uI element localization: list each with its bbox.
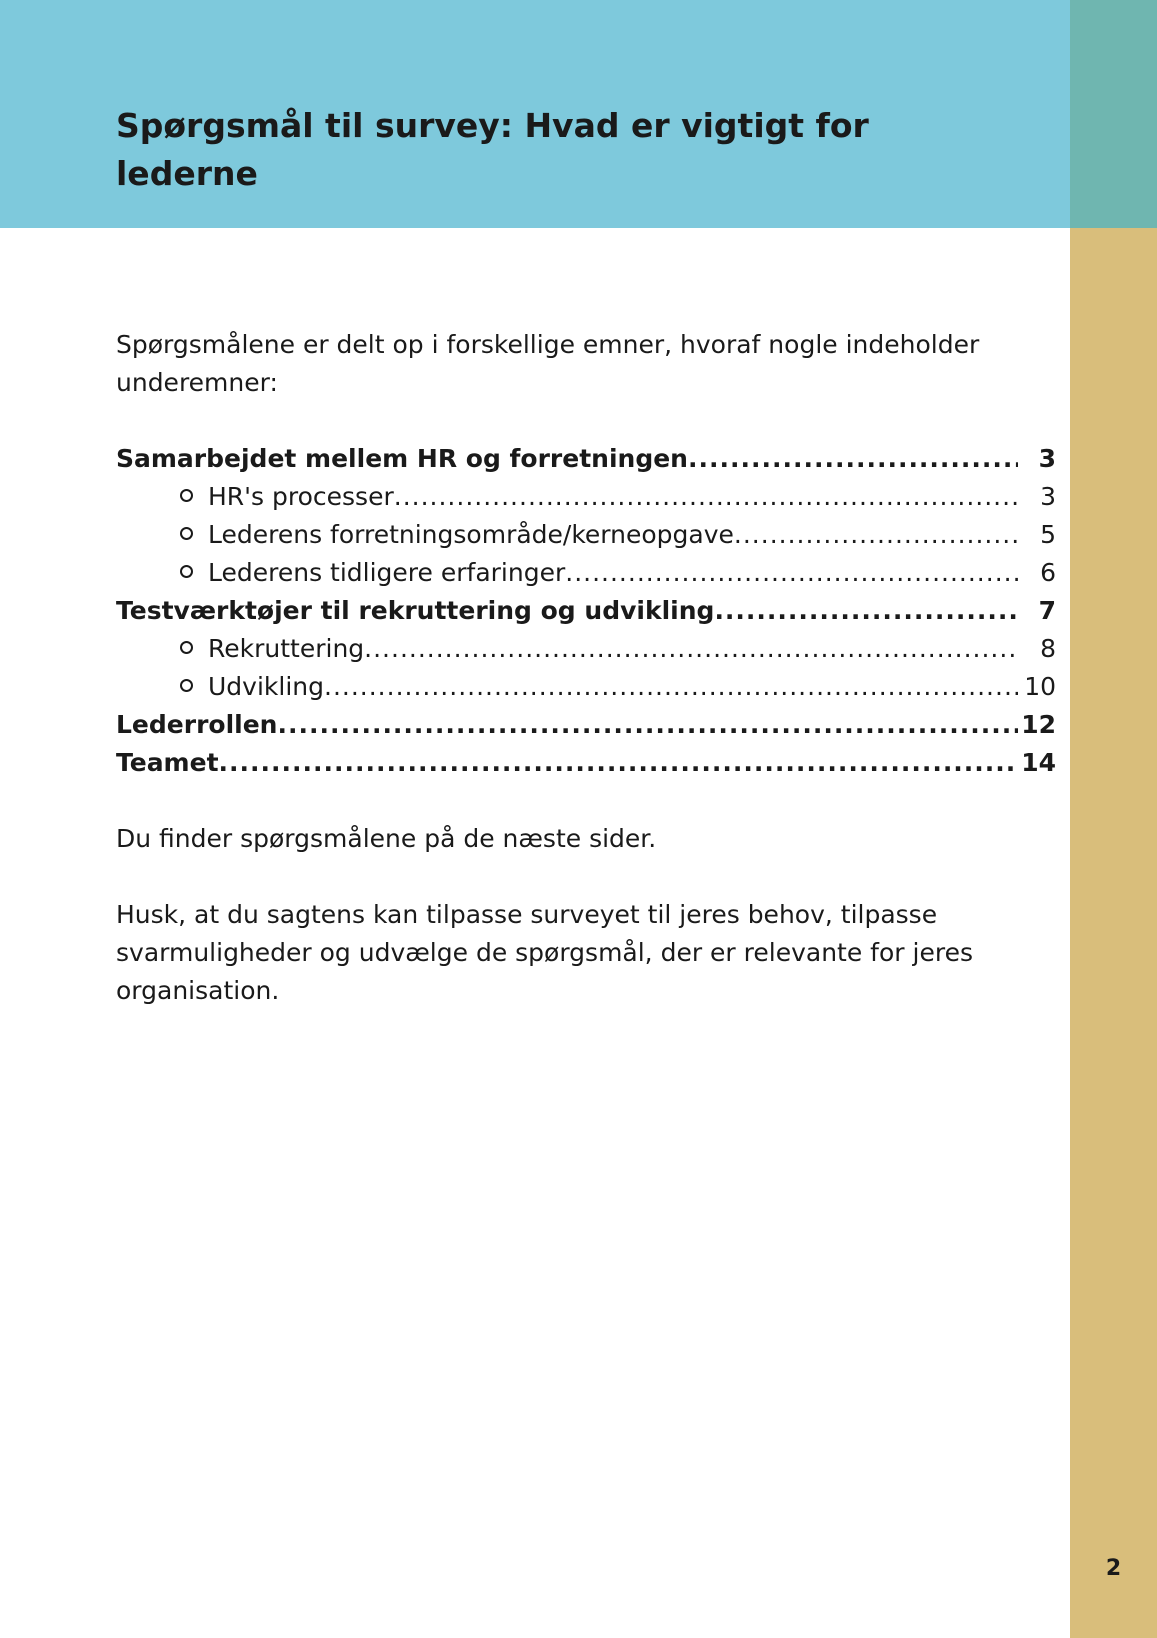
circle-bullet-icon — [180, 489, 193, 502]
toc-leader-dots — [734, 516, 1018, 554]
toc-leader-dots — [324, 668, 1018, 706]
toc-entry-page: 8 — [1040, 634, 1056, 663]
circle-bullet-icon — [180, 641, 193, 654]
toc-entry-page: 7 — [1038, 596, 1056, 625]
toc-entry-page: 3 — [1038, 444, 1056, 473]
reminder-paragraph: Husk, at du sagtens kan tilpasse surveyet til jeres behov, tilpasse svarmuligheder og udvælge de spørgsmål, der er relevante for jeres organisation. — [116, 900, 973, 1005]
toc-leader-dots — [219, 744, 1018, 782]
toc-entry-page: 10 — [1024, 672, 1056, 701]
toc-entry-page: 14 — [1021, 748, 1056, 777]
toc-leader-dots — [714, 592, 1018, 630]
toc-entry[interactable] — [116, 554, 1056, 592]
table-of-contents — [116, 440, 1056, 782]
page-number: 2 — [1105, 1556, 1122, 1581]
circle-bullet-icon — [180, 527, 193, 540]
toc-entry-page: 6 — [1040, 558, 1056, 587]
toc-entry-page: 3 — [1040, 482, 1056, 511]
toc-leader-dots — [364, 630, 1018, 668]
toc-entry-label: Lederrollen — [116, 710, 278, 739]
toc-entry-label: Samarbejdet mellem HR og forretningen — [116, 444, 688, 473]
toc-entry[interactable] — [116, 706, 1056, 744]
toc-entry-label: Lederens tidligere erfaringer — [208, 558, 566, 587]
toc-entry[interactable] — [116, 478, 1056, 516]
toc-entry-label: Teamet — [116, 748, 219, 777]
toc-entry[interactable] — [116, 668, 1056, 706]
main-content — [116, 326, 1056, 1010]
intro-paragraph: Spørgsmålene er delt op i forskellige emner, hvoraf nogle indeholder underemner: — [116, 330, 980, 397]
toc-entry-label: Testværktøjer til rekruttering og udvikling — [116, 596, 715, 625]
toc-entry-page: 5 — [1040, 520, 1056, 549]
circle-bullet-icon — [180, 565, 193, 578]
circle-bullet-icon — [180, 679, 193, 692]
sidebar-band — [1070, 228, 1157, 1638]
toc-entry-label: Lederens forretningsområde/kerneopgave — [208, 520, 734, 549]
toc-entry[interactable] — [116, 744, 1056, 782]
toc-leader-dots — [277, 706, 1018, 744]
page-title: Spørgsmål til survey: Hvad er vigtigt for lederne — [116, 106, 869, 193]
toc-entry[interactable] — [116, 440, 1056, 478]
toc-leader-dots — [394, 478, 1018, 516]
toc-entry-label: Rekruttering — [208, 634, 365, 663]
toc-leader-dots — [688, 440, 1018, 478]
toc-leader-dots — [565, 554, 1018, 592]
find-questions-paragraph: Du finder spørgsmålene på de næste sider. — [116, 824, 657, 853]
toc-entry-label: Udvikling — [208, 672, 324, 701]
toc-entry[interactable] — [116, 592, 1056, 630]
toc-entry-page: 12 — [1021, 710, 1056, 739]
toc-entry[interactable] — [116, 630, 1056, 668]
toc-entry-label: HR's processer — [208, 482, 394, 511]
sidebar-top-block — [1070, 0, 1157, 228]
toc-entry[interactable] — [116, 516, 1056, 554]
